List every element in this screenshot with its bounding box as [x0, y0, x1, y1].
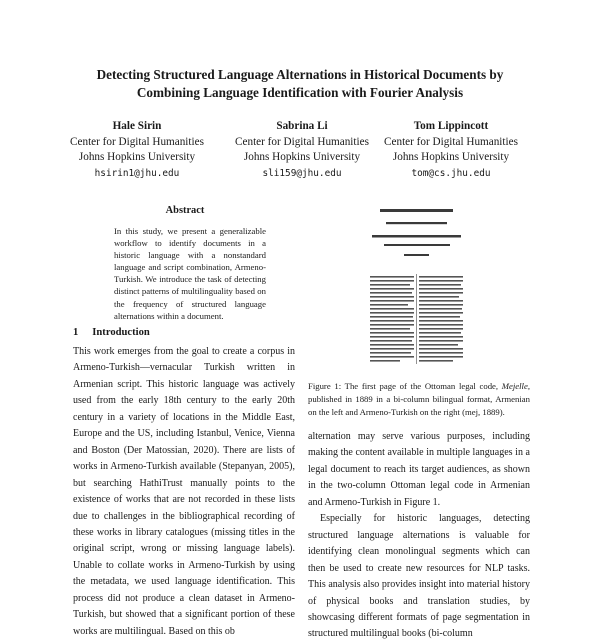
paper-title-line-1: Detecting Structured Language Alternations in Historical Documents by — [96, 67, 504, 82]
author-institution: Johns Hopkins University — [78, 151, 196, 163]
author-email: hsirin1@jhu.edu — [94, 167, 180, 179]
figure-1-caption — [308, 380, 530, 419]
author-affiliation: Center for Digital Humanities — [384, 135, 518, 148]
author-name: Sabrina Li — [276, 120, 328, 132]
section-heading — [73, 327, 150, 338]
section-title: Introduction — [92, 327, 150, 338]
author-affiliation: Center for Digital Humanities — [235, 135, 369, 148]
author-email: tom@cs.jhu.edu — [411, 167, 491, 179]
paper-title — [40, 66, 560, 102]
figure-1-page-image — [360, 202, 473, 372]
author-email: sli159@jhu.edu — [262, 167, 342, 179]
caption-prefix: Figure 1: The first page of the Ottoman legal code, — [308, 381, 502, 391]
author-name: Hale Sirin — [112, 120, 162, 132]
author-affiliation: Center for Digital Humanities — [70, 135, 204, 148]
author-institution: Johns Hopkins University — [243, 151, 361, 163]
author-block-2 — [227, 119, 377, 181]
right-paragraph-2: Especially for historic languages, detecting structured language alternations is valuable for identifying clean monolingual segments which can then be used to create new resources for NLP tasks. This analysis also provides insight into material history of physical books and translation studies, by showcasing different formats of page segmentation in structured multilingual books (bi-column — [308, 513, 530, 640]
introduction-right-column — [308, 429, 530, 643]
caption-suffix: , published in 1889 in a bi-column bilingual format, Armenian on the left and Armeno-Turkish on the right (mej, 1889). — [308, 381, 530, 417]
introduction-left-column: This work emerges from the goal to create a corpus in Armeno-Turkish—vernacular Turkish written in Armenian script. This historic language was actively used from the early 18th century to the early 20th century in a variety of locations in the Middle East, Europe and the US, including Istanbul, Venice, Vienna and Boston (Der Matossian, 2020). There are lists of works in Armeno-Turkish available (Stepanyan, 2005), but searching HathiTrust manually points to the existence of works that are not recorded in these lists due to challenges in the bibliographical recording of these works in library catalogues (missing titles in the original script, wrong or missing language labels). Unable to collate works in Armeno-Turkish by using the metadata, we used language identification. This process did not produce a clean dataset in Armeno-Turkish, but showed that a significant portion of these works are multilingual. Based on this ob — [73, 346, 295, 637]
abstract-text: In this study, we present a generalizable workflow to identify documents in a historic language with a nonstandard language and script combination, Armeno-Turkish. We introduce the task of detecting distinct patterns of multilinguality based on the frequency of structured language alternations within a document. — [114, 226, 266, 321]
section-number: 1 — [73, 327, 79, 338]
author-block-3 — [376, 119, 526, 181]
abstract-heading: Abstract — [165, 205, 205, 216]
paper-title-line-2: Combining Language Identification with Fourier Analysis — [136, 85, 464, 100]
caption-title: Mejelle — [501, 381, 528, 391]
author-institution: Johns Hopkins University — [392, 151, 510, 163]
author-name: Tom Lippincott — [413, 120, 489, 132]
right-paragraph-1: alternation may serve various purposes, including making the content available in multiple languages in a legal document to reach its target audiences, as shown in the two-column Ottoman legal code in Armenian and Armeno-Turkish in Figure 1. — [308, 431, 530, 508]
author-block-1 — [62, 119, 212, 181]
